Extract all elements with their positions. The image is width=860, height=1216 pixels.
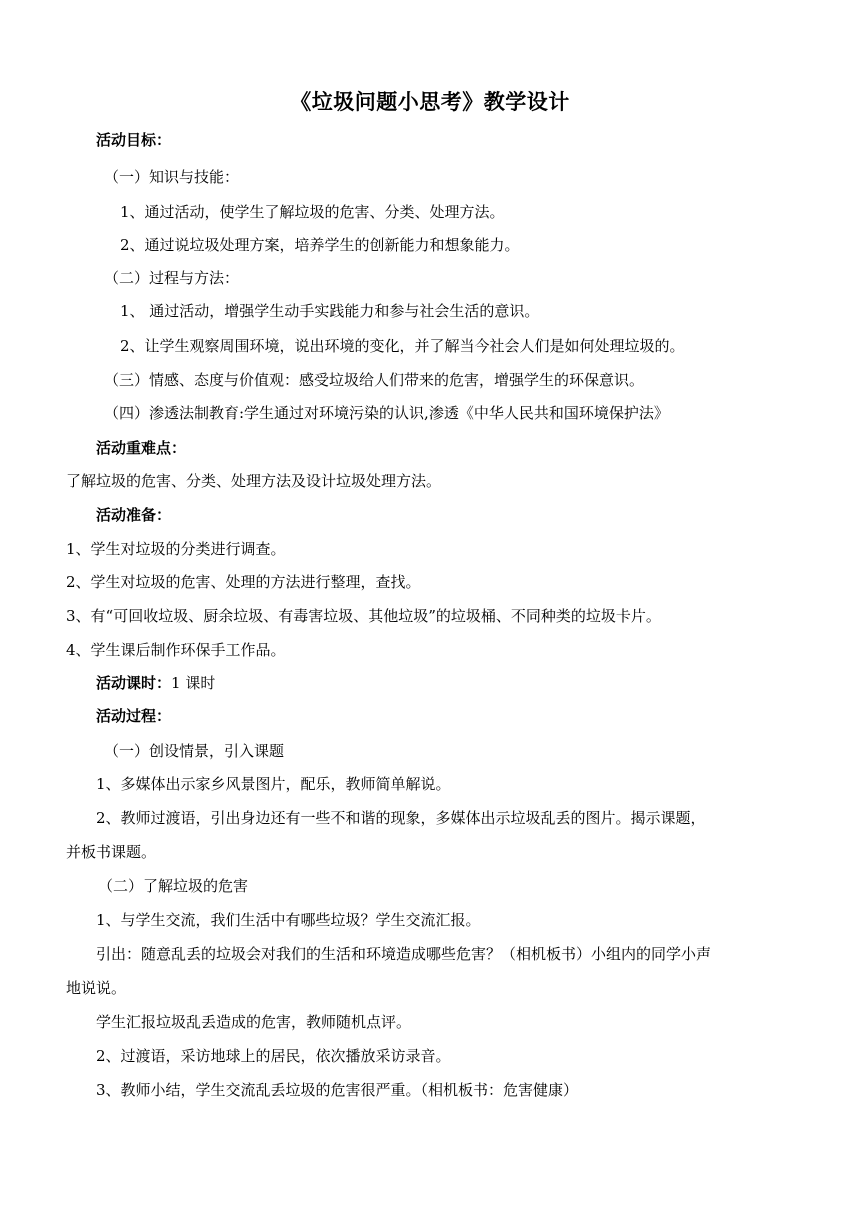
goal3-text: （三）情感、态度与价值观：感受垃圾给人们带来的危害，增强学生的环保意识。	[104, 371, 645, 389]
process-heading: 活动过程：	[96, 707, 172, 725]
goal1-item-2: 2、通过说垃圾处理方案，培养学生的创新能力和想象能力。	[120, 236, 520, 254]
prep-item-2: 2、学生对垃圾的危害、处理的方法进行整理，查找。	[66, 573, 421, 591]
document-title: 《垃圾问题小思考》教学设计	[290, 89, 570, 114]
time-row	[96, 673, 215, 693]
step2-item-1: 1、与学生交流，我们生活中有哪些垃圾？学生交流汇报。	[96, 911, 481, 929]
time-value: 1 课时	[171, 674, 216, 692]
goal2-item-2: 2、让学生观察周围环境，说出环境的变化，并了解当今社会人们是如何处理垃圾的。	[120, 337, 685, 355]
prep-item-4: 4、学生课后制作环保手工作品。	[66, 641, 286, 659]
step2-lead-line-1: 引出：随意乱丢的垃圾会对我们的生活和环境造成哪些危害？（相机板书）小组内的同学小声	[96, 945, 712, 963]
step2-item-2: 2、过渡语，采访地球上的居民，依次播放采访录音。	[96, 1047, 451, 1065]
goal1-item-1: 1、通过活动，使学生了解垃圾的危害、分类、处理方法。	[120, 203, 505, 221]
step2-item-3: 3、教师小结，学生交流乱丢垃圾的危害很严重。（相机板书：危害健康）	[96, 1081, 579, 1099]
step1-item-2-line-2: 并板书课题。	[66, 843, 157, 861]
step1-item-1: 1、多媒体出示家乡风景图片，配乐，教师简单解说。	[96, 775, 451, 793]
prep-item-1: 1、学生对垃圾的分类进行调查。	[66, 540, 286, 558]
key-heading: 活动重难点：	[96, 439, 187, 457]
time-heading: 活动课时：	[96, 674, 172, 692]
step2-heading: （二）了解垃圾的危害	[98, 877, 249, 895]
goals-heading: 活动目标：	[96, 131, 172, 149]
step1-heading: （一）创设情景，引入课题	[104, 742, 285, 760]
goal4-text: （四）渗透法制教育:学生通过对环境污染的认识,渗透《中华人民共和国环境保护法》	[104, 404, 669, 422]
step2-lead-line-2: 地说说。	[66, 979, 127, 997]
step1-item-2-line-1: 2、教师过渡语，引出身边还有一些不和谐的现象，多媒体出示垃圾乱丢的图片。揭示课题，	[96, 809, 706, 827]
step2-report: 学生汇报垃圾乱丢造成的危害，教师随机点评。	[96, 1013, 412, 1031]
goal2-item-1: 1、 通过活动，增强学生动手实践能力和参与社会生活的意识。	[120, 302, 540, 320]
goal2-heading: （二）过程与方法：	[104, 269, 240, 287]
goal1-heading: （一）知识与技能：	[104, 168, 240, 186]
prep-heading: 活动准备：	[96, 506, 172, 524]
prep-item-3: 3、有“可回收垃圾、厨余垃圾、有毒害垃圾、其他垃圾”的垃圾桶、不同种类的垃圾卡片。	[66, 607, 661, 625]
key-text: 了解垃圾的危害、分类、处理方法及设计垃圾处理方法。	[66, 472, 442, 490]
